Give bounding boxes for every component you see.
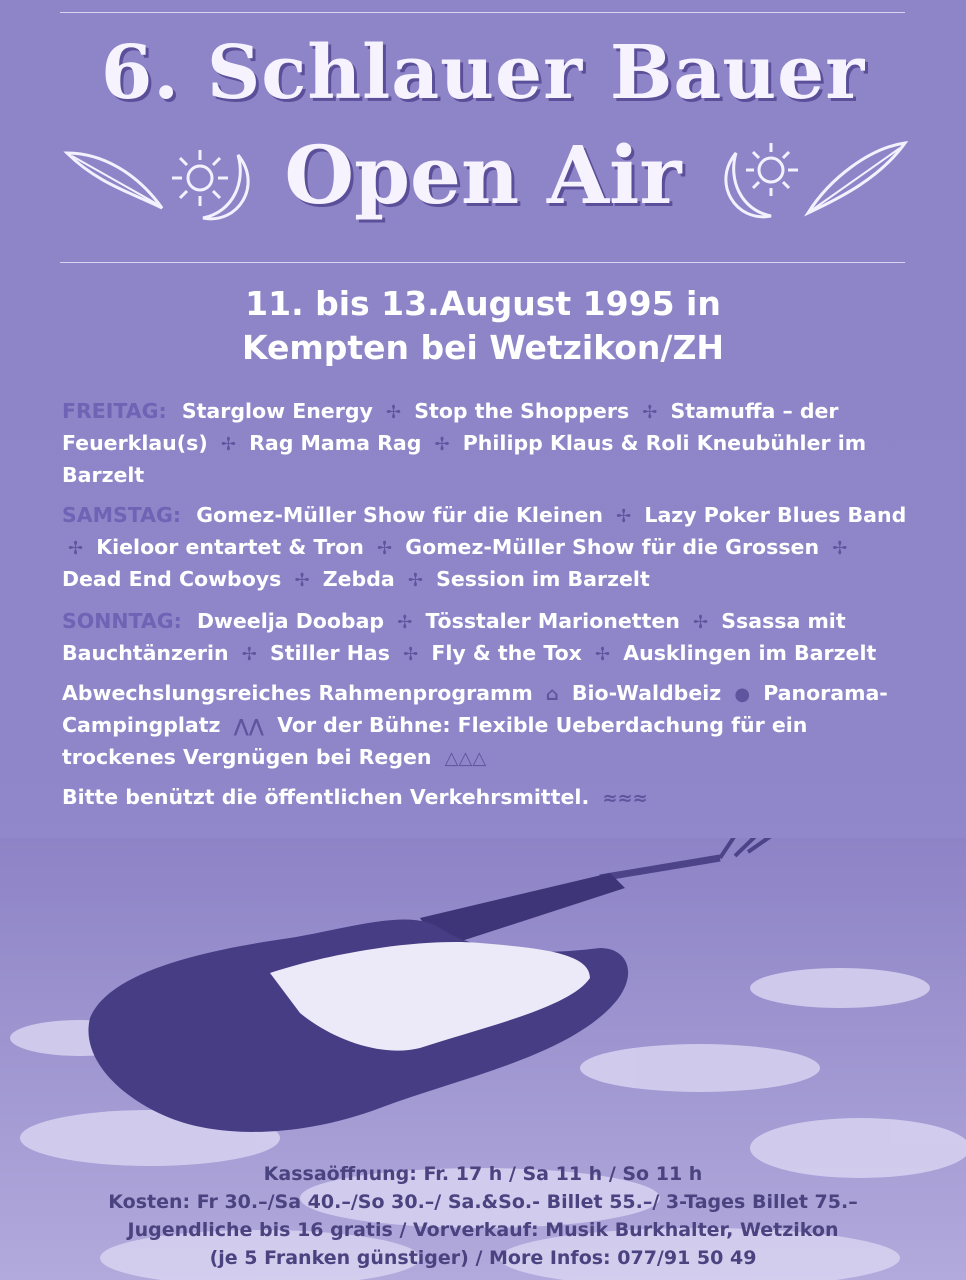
act: Stamuffa – der Feuerklau(s) [62,399,839,455]
pitchfork-separator-icon: ✢ [407,570,423,591]
pitchfork-separator-icon: ✢ [832,538,848,559]
act: Gomez-Müller Show für die Grossen [405,535,820,559]
event-info [0,282,966,370]
footer-line: Jugendliche bis 16 gratis / Vorverkauf: Musik Burkhalter, Wetzikon [127,1219,839,1241]
pitchfork-separator-icon: ✢ [397,612,413,633]
day-label-saturday: SAMSTAG: [62,503,182,527]
act: Fly & the Tox [431,641,582,665]
sun-moon-icon [716,138,806,228]
act: Starglow Energy [181,399,373,423]
day-label-sunday: SONNTAG: [62,609,182,633]
act: Zebda [322,567,395,591]
act: Tösstaler Marionetten [425,609,680,633]
act: Gomez-Müller Show für die Kleinen [196,503,603,527]
act: Rag Mama Rag [249,431,422,455]
extras [62,678,907,774]
pitchfork-separator-icon: ✢ [386,402,402,423]
saturday-program [62,500,907,596]
waves-icon: ≈≈≈ [602,788,648,809]
extras-text: Abwechslungsreiches Rahmenprogramm [62,681,533,705]
pitchfork-separator-icon: ✢ [377,538,393,559]
act: Stiller Has [269,641,390,665]
act: Dead End Cowboys [62,567,282,591]
transport-text: Bitte benützt die öffentlichen Verkehrsmittel. [62,785,590,809]
event-dates: 11. bis 13.August 1995 in [245,284,721,323]
pitchfork-separator-icon: ✢ [403,644,419,665]
act: Session im Barzelt [436,567,650,591]
pitchfork-separator-icon: ✢ [434,434,450,455]
pitchfork-separator-icon: ✢ [595,644,611,665]
act: Dweelja Doobap [196,609,385,633]
tent-icon: △△△ [444,748,487,769]
mid-rule [60,262,905,263]
pitchfork-separator-icon: ✢ [220,434,236,455]
footer-line: (je 5 Franken günstiger) / More Infos: 077/91 50 49 [209,1247,757,1269]
title-line-1: 6. Schlauer Bauer [100,30,866,116]
beer-icon: ● [734,684,751,705]
footer-info [0,1160,966,1272]
friday-program [62,396,907,491]
pitchfork-separator-icon: ✢ [241,644,257,665]
extras-text: Bio-Waldbeiz [571,681,722,705]
transport-note [62,782,907,814]
day-label-friday: FREITAG: [62,399,167,423]
act: Ausklingen im Barzelt [623,641,877,665]
event-location: Kempten bei Wetzikon/ZH [241,328,725,367]
feather-icon [800,138,910,218]
footer-line: Kassaöffnung: Fr. 17 h / Sa 11 h / So 11 h [263,1163,703,1185]
feather-icon [62,138,172,218]
tent-icon: ⌂ [545,684,559,705]
act: Stop the Shoppers [414,399,630,423]
pitchfork-separator-icon: ✢ [693,612,709,633]
top-rule [60,12,905,13]
extras-text: Vor der Bühne: Flexible Ueberdachung für ein trockenes Vergnügen bei Regen [62,713,808,769]
pitchfork-separator-icon: ✢ [642,402,658,423]
sun-moon-icon [168,140,258,230]
pitchfork-separator-icon: ✢ [68,538,84,559]
act: Ssassa mit Bauchtänzerin [62,609,846,665]
act: Lazy Poker Blues Band [644,503,907,527]
pitchfork-separator-icon: ✢ [294,570,310,591]
act: Kieloor entartet & Tron [96,535,364,559]
footer-line: Kosten: Fr 30.–/Sa 40.–/So 30.–/ Sa.&So.- Billet 55.–/ 3-Tages Billet 75.– [108,1191,858,1213]
mountain-icon: ⋀⋀ [233,716,264,737]
title-line-2: Open Air [284,128,682,222]
pitchfork-separator-icon: ✢ [616,506,632,527]
extras-text: Panorama-Campingplatz [62,681,888,737]
sunday-program [62,606,907,670]
act: Philipp Klaus & Roli Kneubühler im Barzelt [62,431,867,487]
